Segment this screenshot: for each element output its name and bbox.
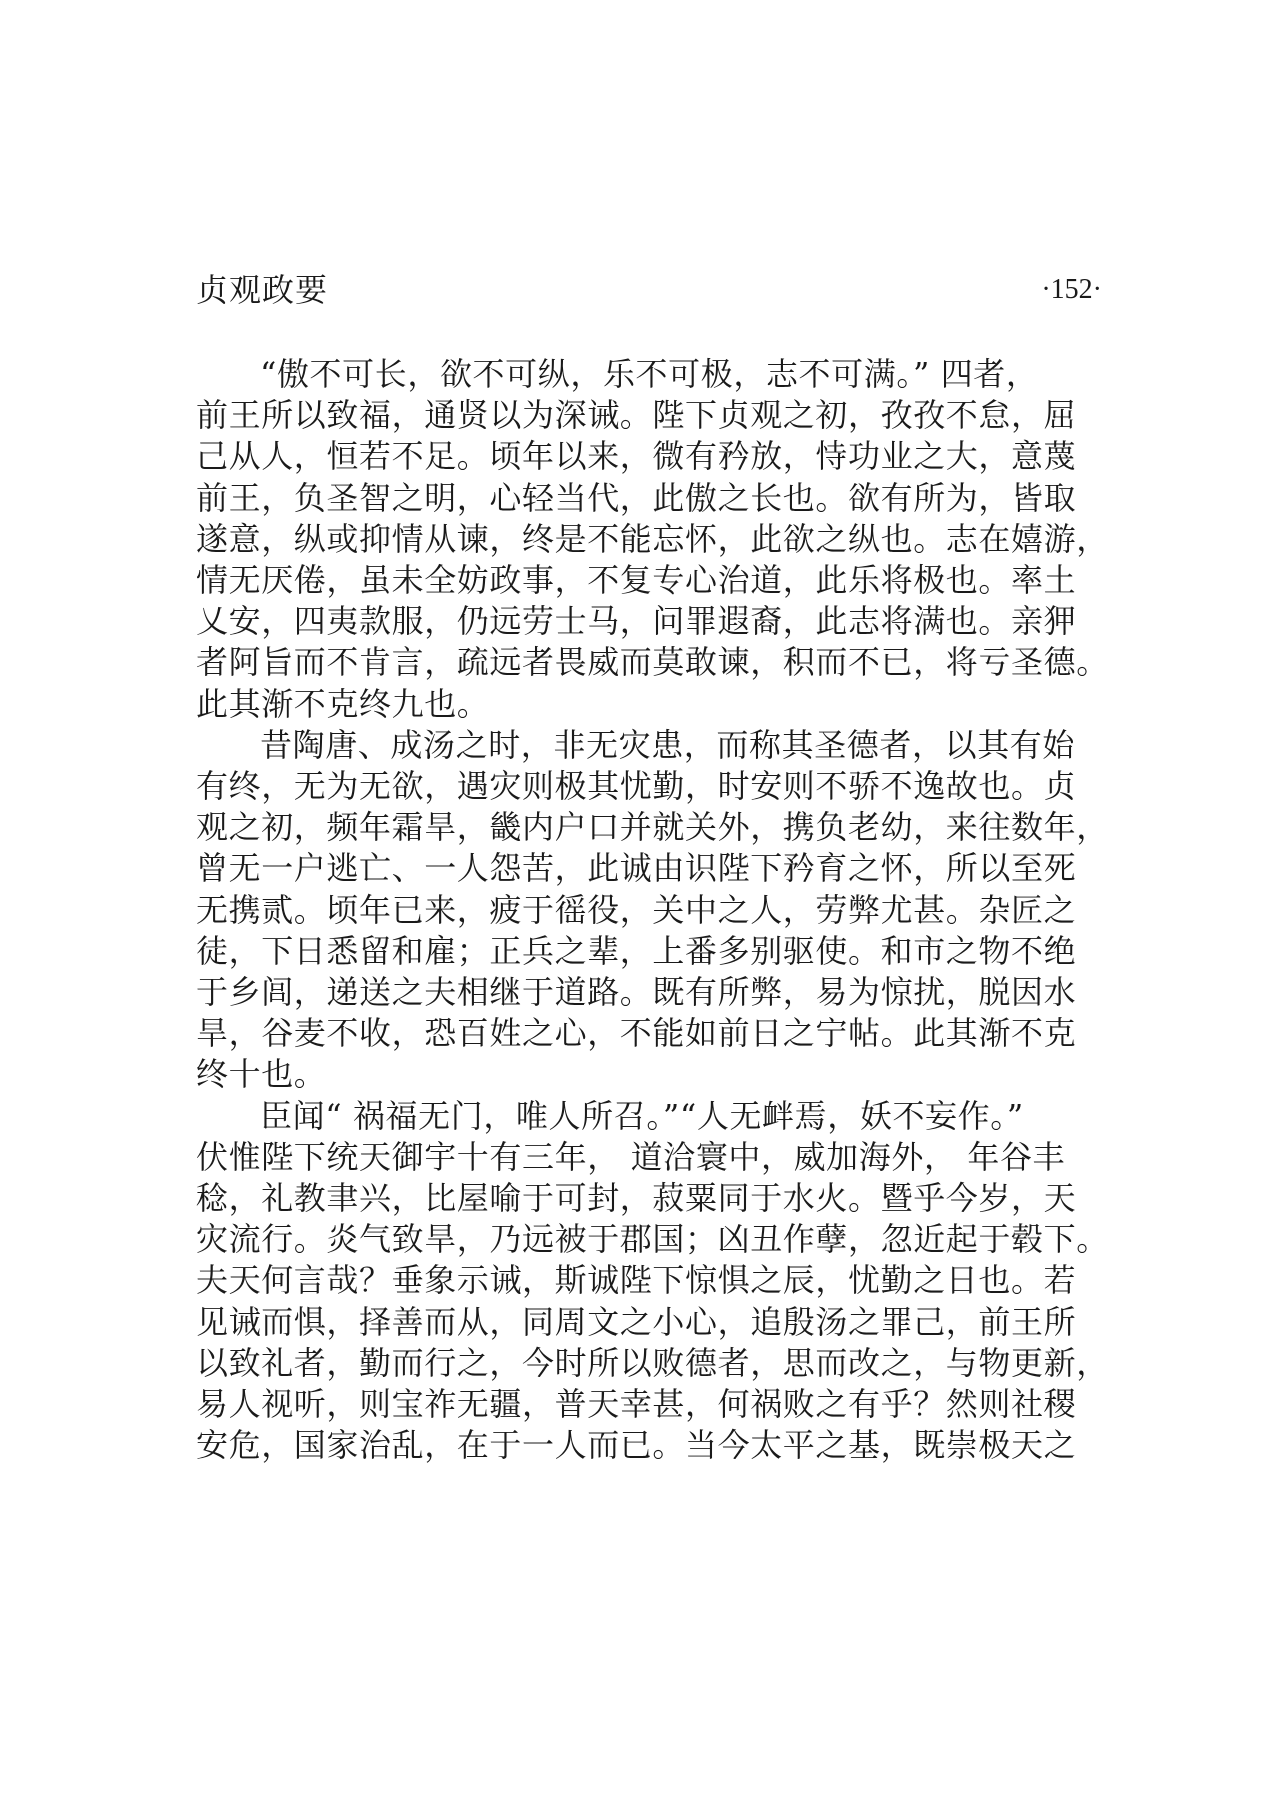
paragraph-2 bbox=[196, 725, 1109, 1096]
text-line: 灾流行。炎气致旱，乃远被于郡国；凶丑作孽，忽近起于毂下。 bbox=[196, 1220, 1109, 1259]
text-line: 者阿旨而不肯言，疏远者畏威而莫敢谏，积而不已，将亏圣德。 bbox=[196, 643, 1109, 682]
text-line: 易人视听，则宝祚无疆，普天幸甚，何祸败之有乎？然则社稷 bbox=[196, 1385, 1077, 1424]
running-header bbox=[196, 268, 1102, 312]
text-line: 安危，国家治乱，在于一人而已。当今太平之基，既崇极天之 bbox=[196, 1426, 1077, 1465]
text-line: 稔，礼教聿兴，比屋喻于可封，菽粟同于水火。暨乎今岁，天 bbox=[196, 1179, 1077, 1218]
text-line: 观之初，频年霜旱，畿内户口并就关外，携负老幼，来往数年， bbox=[196, 808, 1109, 847]
body-text bbox=[196, 354, 1109, 1466]
text-line: 情无厌倦，虽未全妨政事，不复专心治道，此乐将极也。率土 bbox=[196, 561, 1077, 600]
text-line: 无携贰。顷年已来，疲于徭役，关中之人，劳弊尤甚。杂匠之 bbox=[196, 890, 1077, 929]
text-line: 夫天何言哉？垂象示诫，斯诚陛下惊惧之辰，忧勤之日也。若 bbox=[196, 1261, 1077, 1300]
text-line: 臣闻“ 祸福无门，唯人所召。”“人无衅焉，妖不妄作。” bbox=[260, 1096, 1024, 1135]
text-line: 昔陶唐、成汤之时，非无灾患，而称其圣德者，以其有始 bbox=[260, 725, 1076, 764]
text-line: 旱，谷麦不收，恐百姓之心，不能如前日之宁帖。此其渐不克 bbox=[196, 1014, 1077, 1053]
text-line: 徒，下日悉留和雇；正兵之辈，上番多别驱使。和市之物不绝 bbox=[196, 931, 1077, 970]
text-line: 曾无一户逃亡、一人怨苦，此诚由识陛下矜育之怀，所以至死 bbox=[196, 849, 1077, 888]
text-line: 终十也。 bbox=[196, 1055, 327, 1094]
text-line: “傲不可长，欲不可纵，乐不可极，志不可满。” 四者， bbox=[260, 355, 1039, 393]
page-number: ·152· bbox=[1041, 274, 1102, 305]
text-line: 乂安，四夷款服，仍远劳士马，问罪遐裔，此志将满也。亲狎 bbox=[196, 602, 1077, 641]
text-line: 前王所以致福，通贤以为深诫。陛下贞观之初，孜孜不怠，屈 bbox=[196, 396, 1077, 435]
text-line: 有终，无为无欲，遇灾则极其忧勤，时安则不骄不逸故也。贞 bbox=[196, 767, 1077, 806]
text-line: 己从人，恒若不足。顷年以来，微有矜放，恃功业之大，意蔑 bbox=[196, 437, 1077, 476]
book-title: 贞观政要 bbox=[196, 271, 329, 309]
paragraph-1 bbox=[196, 354, 1109, 725]
text-line: 此其渐不克终九也。 bbox=[196, 684, 490, 723]
paragraph-3 bbox=[196, 1096, 1109, 1467]
text-line: 见诫而惧，择善而从，同周文之小心，追殷汤之罪己，前王所 bbox=[196, 1302, 1077, 1341]
text-line: 遂意，纵或抑情从谏，终是不能忘怀，此欲之纵也。志在嬉游， bbox=[196, 519, 1109, 558]
text-line: 于乡闾，递送之夫相继于道路。既有所弊，易为惊扰，脱因水 bbox=[196, 973, 1077, 1012]
text-line: 以致礼者，勤而行之，今时所以败德者，思而改之，与物更新， bbox=[196, 1343, 1109, 1382]
text-line: 伏惟陛下统天御宇十有三年， 道洽寰中，威加海外， 年谷丰 bbox=[196, 1137, 1066, 1176]
text-line: 前王，负圣智之明，心轻当代，此傲之长也。欲有所为，皆取 bbox=[196, 478, 1077, 517]
